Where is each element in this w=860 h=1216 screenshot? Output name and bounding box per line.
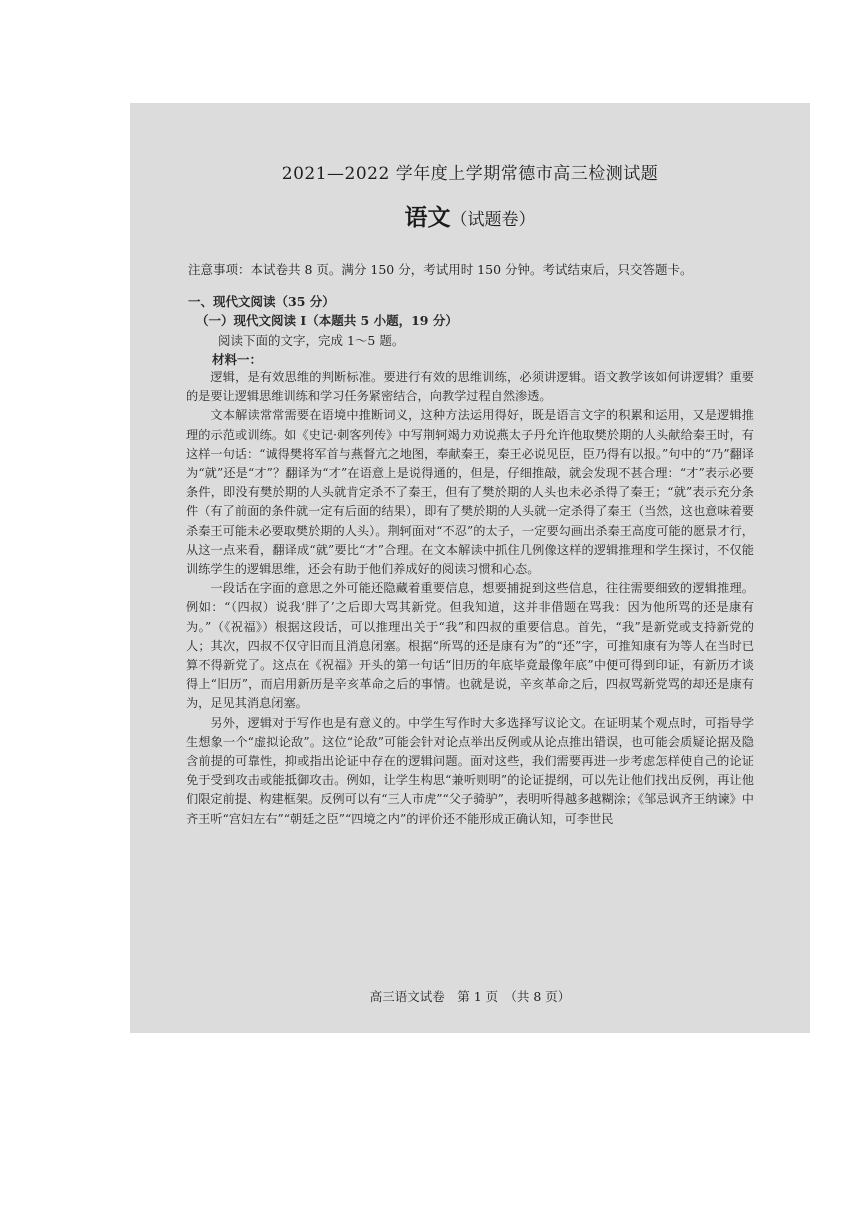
page-footer: 高三语文试卷 第 1 页 （共 8 页） [369, 989, 571, 1004]
passage-paragraph: 逻辑，是有效思维的判断标准。要进行有效的思维训练，必须讲逻辑。语文教学该如何讲逻辑？重要的是要让逻辑思维训练和学习任务紧密结合，向教学过程自然渗透。 [186, 370, 754, 404]
passage-paragraph: 一段话在字面的意思之外可能还隐藏着重要信息，想要捕捉到这些信息，往往需要细致的逻辑推理。例如：“（四叔）说我‘胖了’之后即大骂其新党。但我知道，这并非借题在骂我：因为他所骂的还是康有为。”（《祝福》）根据这段话，可以推理出关于“我”和四叔的重要信息。首先，“我”是新党或支持新党的人；其次，四叔不仅守旧而且消息闭塞。根据“所骂的还是康有为”的“还”字，可推知康有为等人在当时已算不得新党了。这点在《祝福》开头的第一句话“旧历的年底毕竟最像年底”中便可得到印证，有新历才谈得上“旧历”，而启用新历是辛亥革命之后的事情。也就是说，辛亥革命之后，四叔骂新党骂的却还是康有为，足见其消息闭塞。 [186, 581, 754, 711]
subject-note: （试题卷） [450, 210, 536, 230]
material-label: 材料一： [212, 352, 263, 367]
exam-notice: 注意事项：本试卷共 8 页。满分 150 分，考试用时 150 分钟。考试结束后，只交答题卡。 [188, 262, 693, 277]
section-heading: 一、现代文阅读（35 分） [188, 294, 335, 309]
passage-paragraph: 文本解读常常需要在语境中推断词义，这种方法运用得好，既是语言文字的积累和运用，又是逻辑推理的示范或训练。如《史记·刺客列传》中写荆轲竭力劝说燕太子丹允许他取樊於期的人头献给秦王时，有这样一句话：“诚得樊将军首与燕督亢之地图，奉献秦王，秦王必说见臣，臣乃得有以报。”句中的“乃”翻译为“就”还是“才”？翻译为“才”在语意上是说得通的，但是，仔细推敲，就会发现不甚合理：“才”表示必要条件，即没有樊於期的人头就肯定杀不了秦王，但有了樊於期的人头也未必杀得了秦王；“就”表示充分条件（有了前面的条件就一定有后面的结果），即有了樊於期的人头就一定杀得了秦王（当然，这也意味着要杀秦王可能未必要取樊於期的人头）。荆轲面对“不忍”的太子，一定要勾画出杀秦王高度可能的愿景才行，从这一点来看，翻译成“就”要比“才”合理。在文本解读中抓住几例像这样的逻辑推理和学生探讨，不仅能训练学生的逻辑思维，还会有助于他们养成好的阅读习惯和心态。 [186, 408, 754, 577]
exam-page-photo [130, 103, 810, 1033]
exam-page-content [186, 103, 754, 1033]
subject-title [186, 199, 754, 232]
passage-paragraph: 另外，逻辑对于写作也是有意义的。中学生写作时大多选择写议论文。在证明某个观点时，可指导学生想象一个“虚拟论敌”。这位“论敌”可能会针对论点举出反例或从论点推出错误，也可能会质疑论据及隐含前提的可靠性，抑或指出论证中存在的逻辑问题。面对这些，我们需要再进一步考虑怎样使自己的论证免于受到攻击或能抵御攻击。例如，让学生构思“兼听则明”的论证提纲，可以先让他们找出反例，再让他们限定前提、构建框架。反例可以有“三人市虎”“父子骑驴”，表明听得越多越糊涂；《邹忌讽齐王纳谏》中齐王听“宫妇左右”“朝廷之臣”“四境之内”的评价还不能形成正确认知，可李世民 [186, 715, 754, 826]
subject-name: 语文 [404, 204, 451, 231]
subsection-heading: （一）现代文阅读 I（本题共 5 小题，19 分） [196, 313, 458, 328]
passage-body [186, 368, 754, 829]
exam-title: 2021—2022 学年度上学期常德市高三检测试题 [281, 164, 659, 184]
reading-instruction: 阅读下面的文字，完成 1～5 题。 [218, 333, 405, 348]
